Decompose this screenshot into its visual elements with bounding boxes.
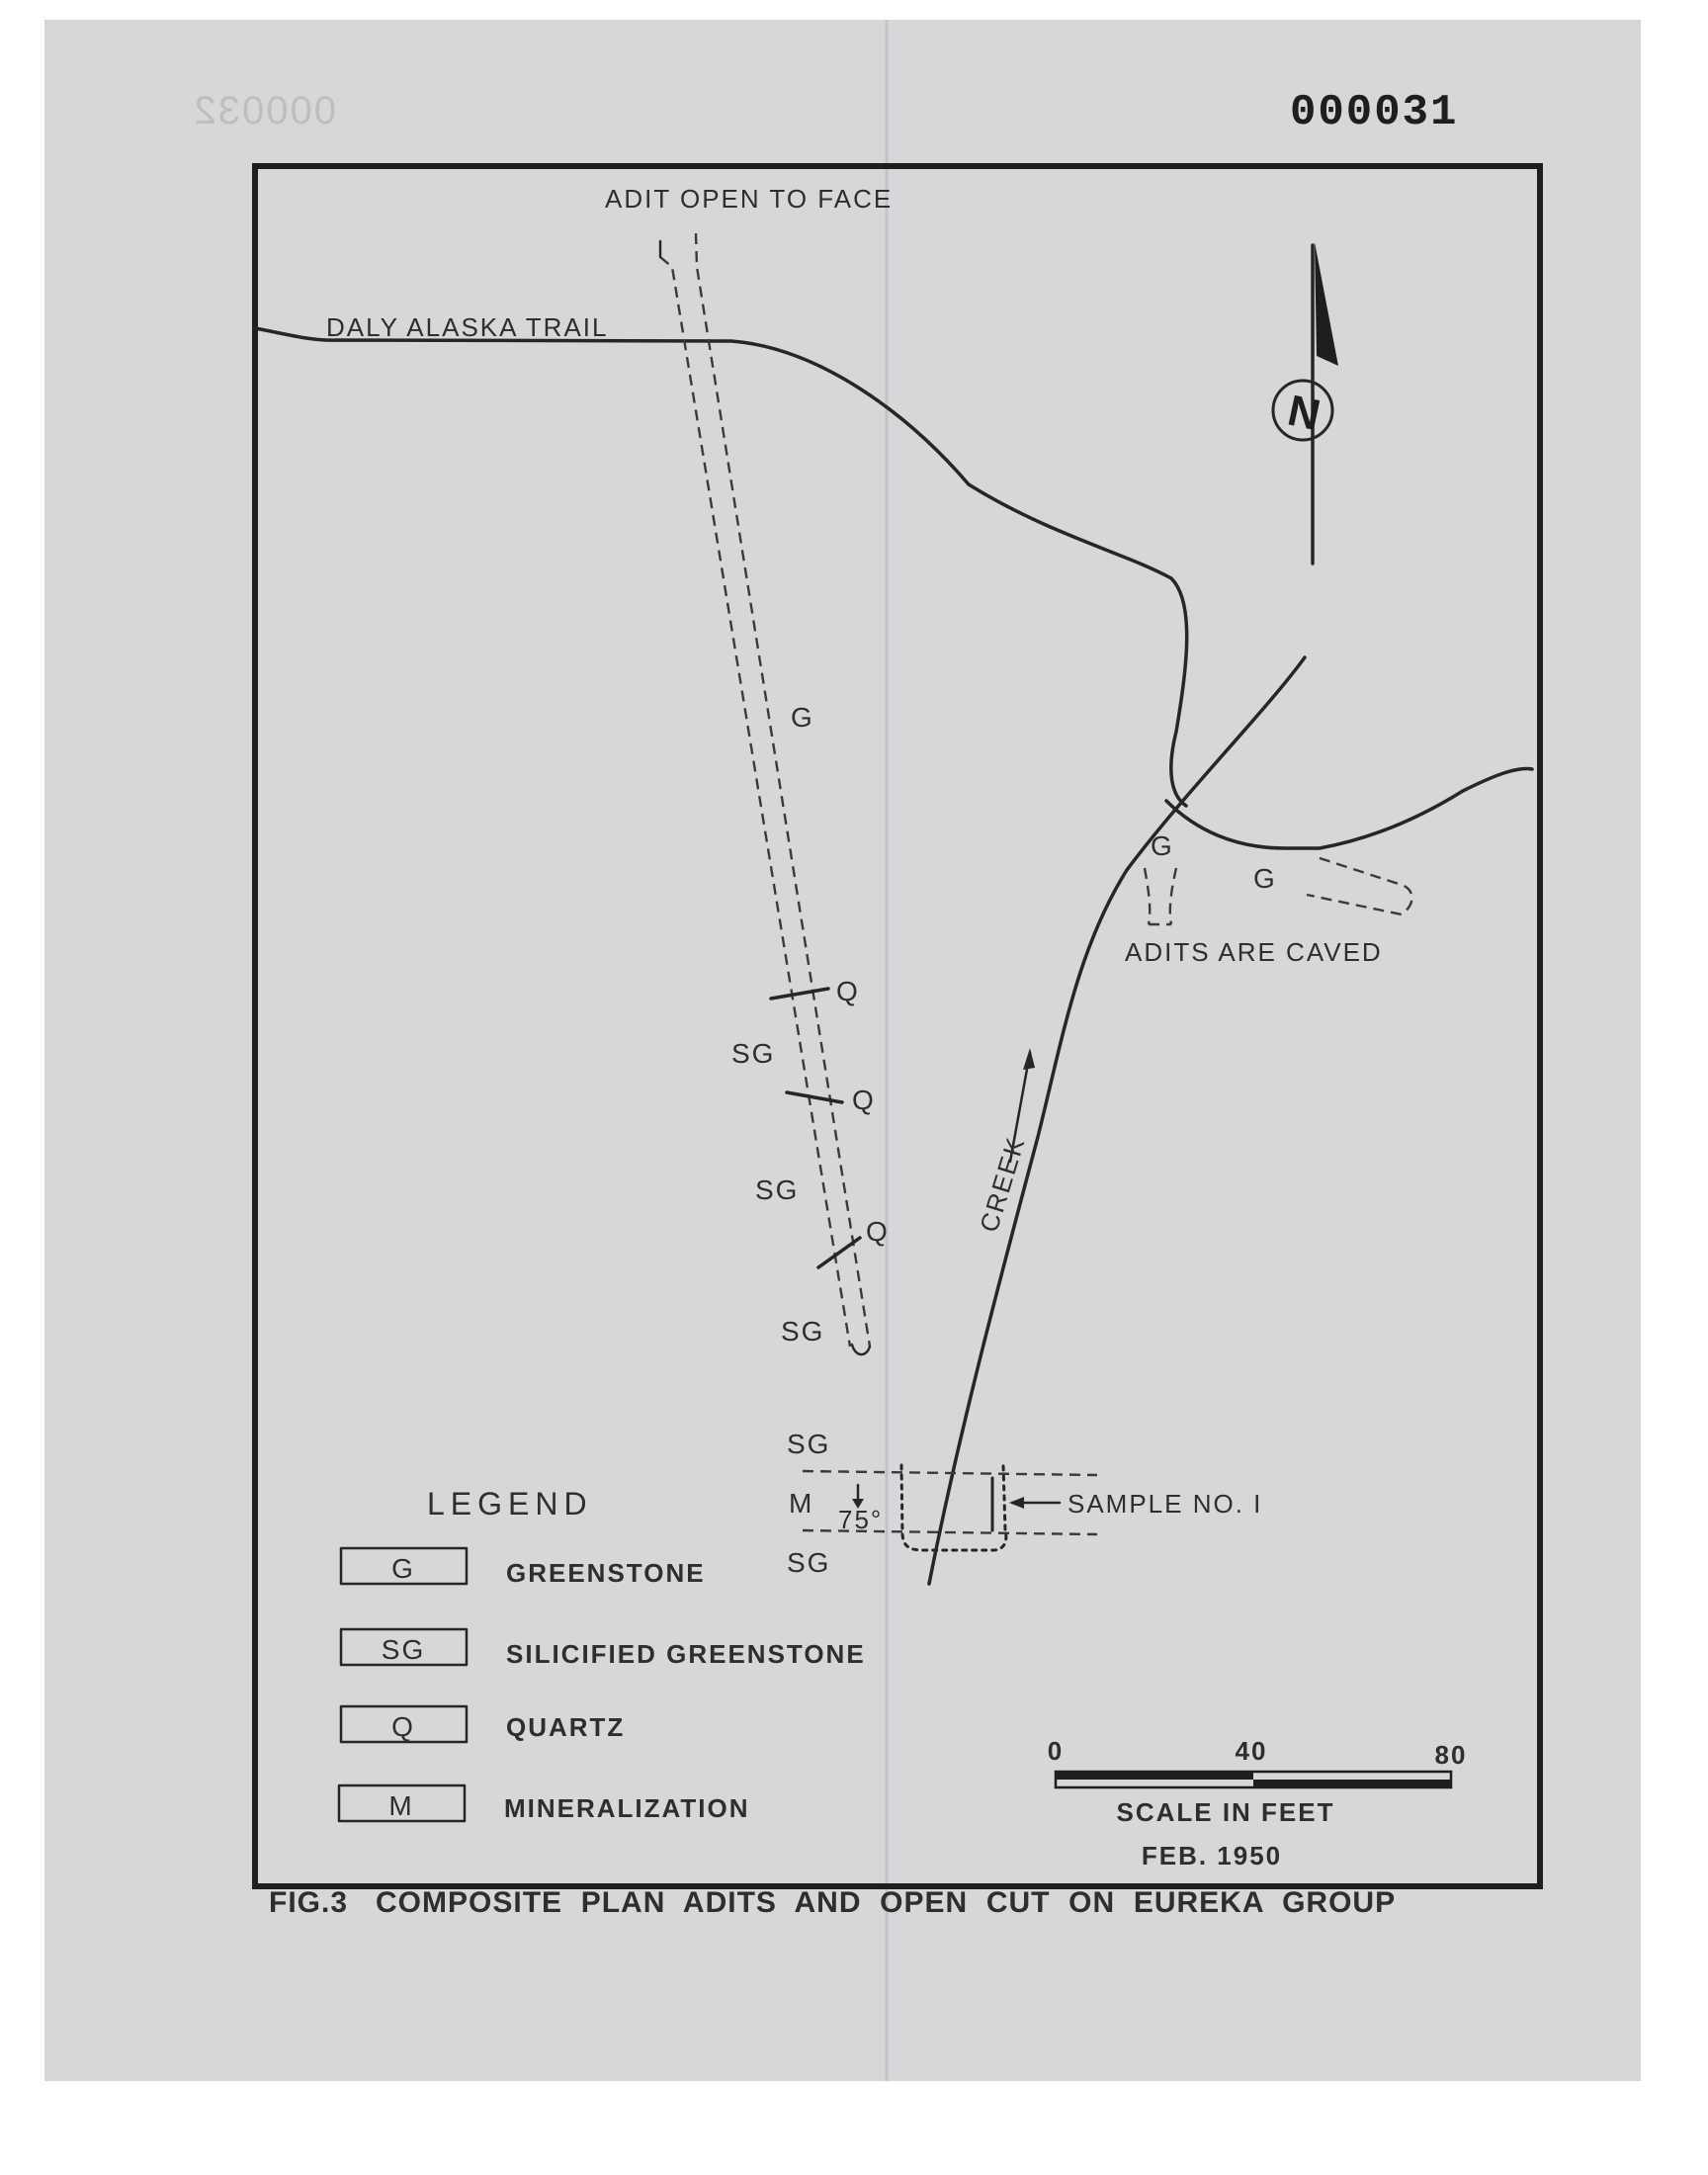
dip-label: 75° xyxy=(838,1505,884,1534)
legend-desc: MINERALIZATION xyxy=(504,1793,750,1823)
rock-label: Q xyxy=(866,1216,890,1247)
creek-label: CREEK xyxy=(974,1132,1031,1236)
sample-label: SAMPLE NO. I xyxy=(1068,1489,1263,1519)
scale-tick-label: 0 xyxy=(1047,1736,1065,1766)
figure-caption: FIG.3 COMPOSITE PLAN ADITS AND OPEN CUT ON EUREKA GROUP xyxy=(269,1886,1397,1919)
adit-open-label: ADIT OPEN TO FACE xyxy=(605,184,894,214)
legend-desc: SILICIFIED GREENSTONE xyxy=(506,1639,866,1669)
rock-label: G xyxy=(1151,830,1174,861)
scale-bar-segment xyxy=(1056,1772,1253,1780)
legend-desc: GREENSTONE xyxy=(506,1558,706,1588)
rock-label: M xyxy=(789,1488,814,1519)
legend-code: Q xyxy=(391,1711,415,1742)
rock-label: SG xyxy=(787,1429,831,1459)
rock-label: SG xyxy=(781,1316,825,1347)
legend-title: LEGEND xyxy=(427,1486,593,1522)
scale-bar-segment xyxy=(1253,1780,1451,1787)
legend-desc: QUARTZ xyxy=(506,1712,626,1742)
rock-label: G xyxy=(1253,863,1277,894)
legend-code: SG xyxy=(381,1634,426,1665)
rock-label: SG xyxy=(755,1174,800,1205)
rock-label: G xyxy=(791,702,814,733)
trail-label: DALY ALASKA TRAIL xyxy=(326,312,609,342)
rock-label: SG xyxy=(731,1038,776,1069)
scale-label: SCALE IN FEET xyxy=(1116,1797,1335,1827)
map-date: FEB. 1950 xyxy=(1141,1841,1283,1870)
rock-label: Q xyxy=(852,1085,876,1115)
legend-code: G xyxy=(391,1553,415,1584)
legend-code: M xyxy=(388,1790,414,1821)
adits-caved-label: ADITS ARE CAVED xyxy=(1125,937,1383,967)
rock-label: Q xyxy=(836,976,860,1006)
rock-label: SG xyxy=(787,1547,831,1578)
scale-tick-label: 80 xyxy=(1434,1740,1468,1770)
north-arrow-letter: N xyxy=(1283,386,1326,441)
sheet-number: 000031 xyxy=(1290,88,1459,137)
mirrored-sheet-number: 000032 xyxy=(192,89,336,132)
scale-tick-label: 40 xyxy=(1235,1736,1268,1766)
